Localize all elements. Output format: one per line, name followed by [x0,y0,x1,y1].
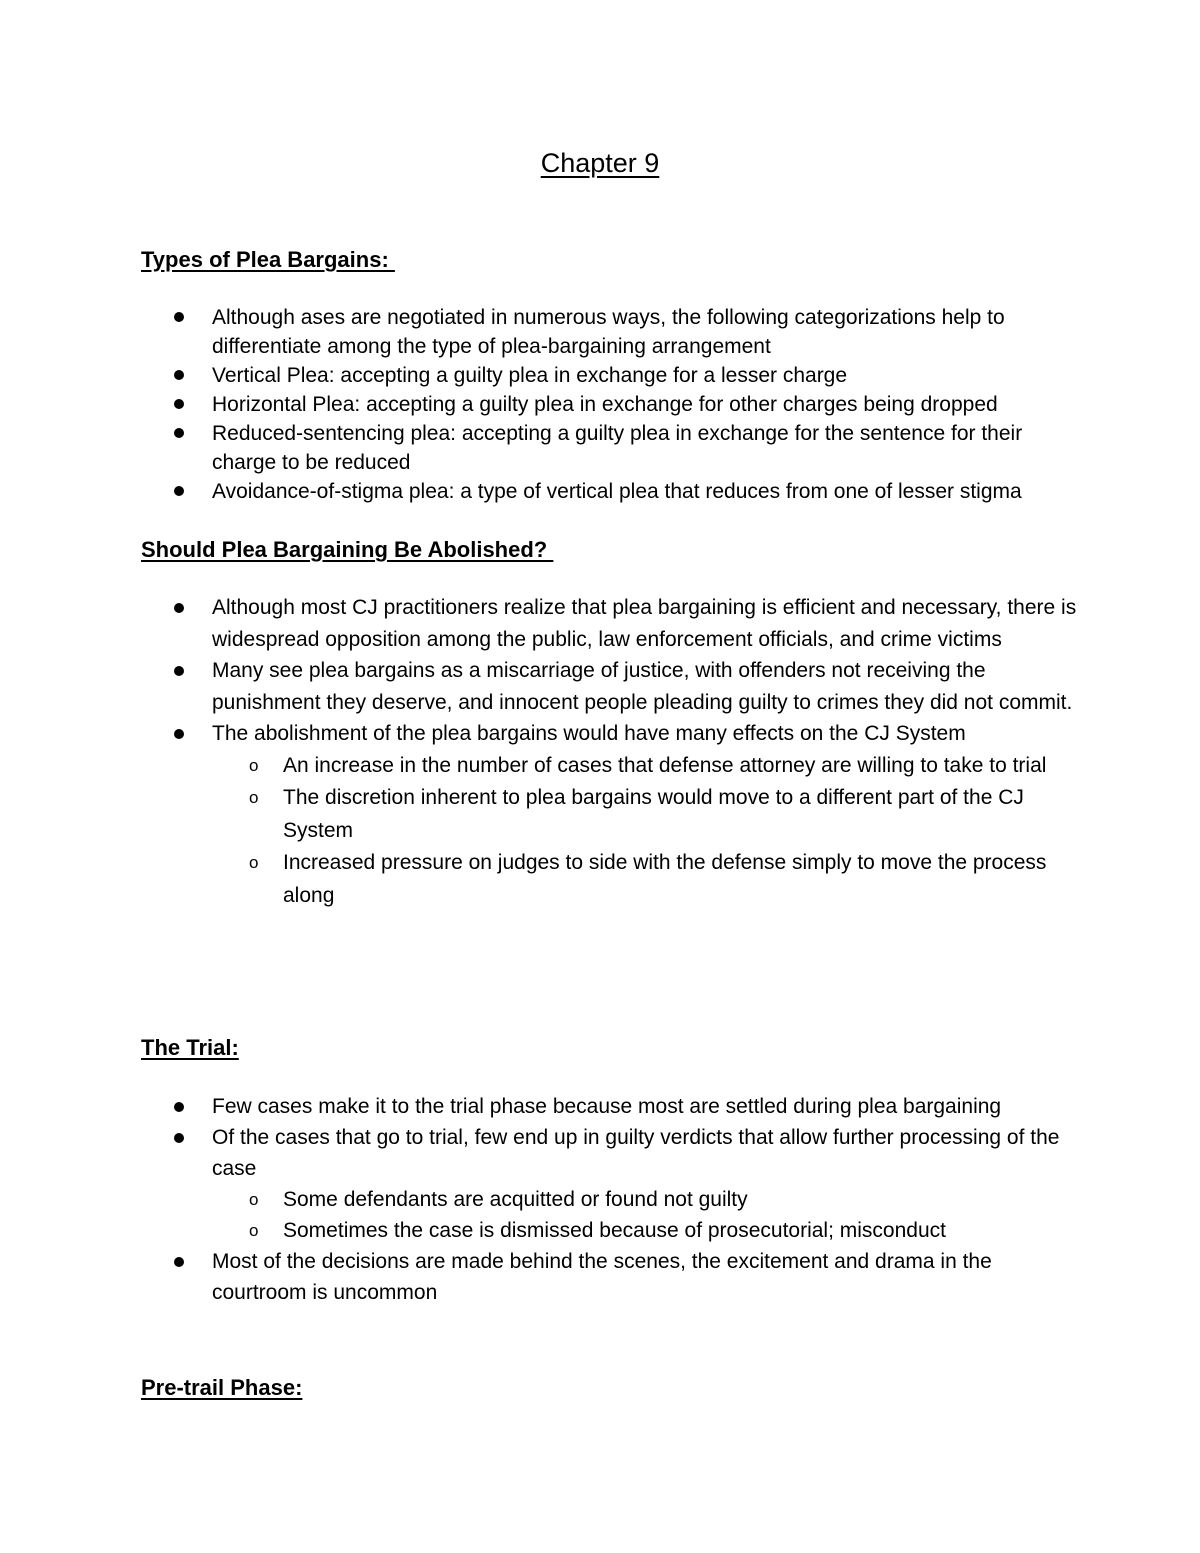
abolish-list [0,592,1200,912]
list-item-text: Of the cases that go to trial, few end up in guilty verdicts that allow further processing of the case [212,1126,1060,1180]
bullet-icon [174,428,184,438]
list-item [0,361,1200,390]
sub-list-item [212,847,1080,912]
sub-list-item-text: Sometimes the case is dismissed because of prosecutorial; misconduct [283,1219,946,1242]
bullet-icon [174,486,184,496]
list-item [0,477,1200,506]
sub-bullet-icon: o [249,1221,259,1240]
list-item-text: Avoidance-of-stigma plea: a type of vertical plea that reduces from one of lesser stigma [212,480,1022,503]
sub-list-item-text: An increase in the number of cases that defense attorney are willing to take to trial [283,753,1047,777]
bullet-icon [174,399,184,409]
bullet-icon [174,1133,184,1143]
list-item [0,419,1200,477]
sub-list-item [212,1215,1080,1246]
list-item-text: Vertical Plea: accepting a guilty plea in exchange for a lesser charge [212,364,848,387]
bullet-icon [174,1257,184,1267]
sub-list-item-text: The discretion inherent to plea bargains would move to a different part of the CJ System [283,786,1024,842]
bullet-icon [174,370,184,380]
sub-bullet-icon: o [249,1190,259,1209]
list-item-text: Most of the decisions are made behind the scenes, the excitement and drama in the courtroom is uncommon [212,1250,992,1304]
sub-bullet-icon: o [249,853,259,872]
list-item-text: Few cases make it to the trial phase because most are settled during plea bargaining [212,1095,1002,1118]
bullet-icon [174,729,184,739]
sub-list-item-text: Increased pressure on judges to side with the defense simply to move the process along [283,851,1047,907]
page-title: Chapter 9 [540,148,660,178]
list-item [0,718,1200,912]
list-item-text: Horizontal Plea: accepting a guilty plea in exchange for other charges being dropped [212,393,998,416]
sub-list-item-text: Some defendants are acquitted or found not guilty [283,1188,748,1211]
list-item-text: Although most CJ practitioners realize that plea bargaining is efficient and necessary, there is widespread opposition among the public, law enforcement officials, and crime victims [212,596,1077,651]
sub-list-item [212,750,1080,783]
plea-types-list [0,303,1200,506]
list-item [0,592,1200,655]
abolish-effects-sublist [212,750,1080,913]
sub-list-item [212,782,1080,847]
sub-bullet-icon: o [249,755,259,775]
list-item-text: Although ases are negotiated in numerous ways, the following categorizations help to differentiate among the type of plea-bargaining arrangement [212,306,1005,358]
sub-bullet-icon: o [249,788,259,807]
section-heading-abolish: Should Plea Bargaining Be Abolished? [141,537,554,562]
section-heading-plea-types: Types of Plea Bargains: [141,247,395,272]
list-item-text: Many see plea bargains as a miscarriage of justice, with offenders not receiving the punishment they deserve, and innocent people pleading guilty to crimes they did not commit. [212,659,1073,714]
list-item-text: Reduced-sentencing plea: accepting a guilty plea in exchange for the sentence for their charge to be reduced [212,422,1023,474]
bullet-icon [174,312,184,322]
bullet-icon [174,666,184,676]
trial-outcomes-sublist [212,1184,1080,1246]
section-heading-pretrial: Pre-trail Phase: [141,1375,303,1400]
trial-list [0,1091,1200,1308]
list-item [0,1091,1200,1122]
sub-list-item [212,1184,1080,1215]
list-item [0,390,1200,419]
list-item [0,1122,1200,1246]
list-item [0,655,1200,718]
list-item [0,1246,1200,1308]
section-heading-trial: The Trial: [141,1035,239,1060]
list-item [0,303,1200,361]
bullet-icon [174,1102,184,1112]
list-item-text: The abolishment of the plea bargains would have many effects on the CJ System [212,722,966,745]
bullet-icon [174,603,184,613]
